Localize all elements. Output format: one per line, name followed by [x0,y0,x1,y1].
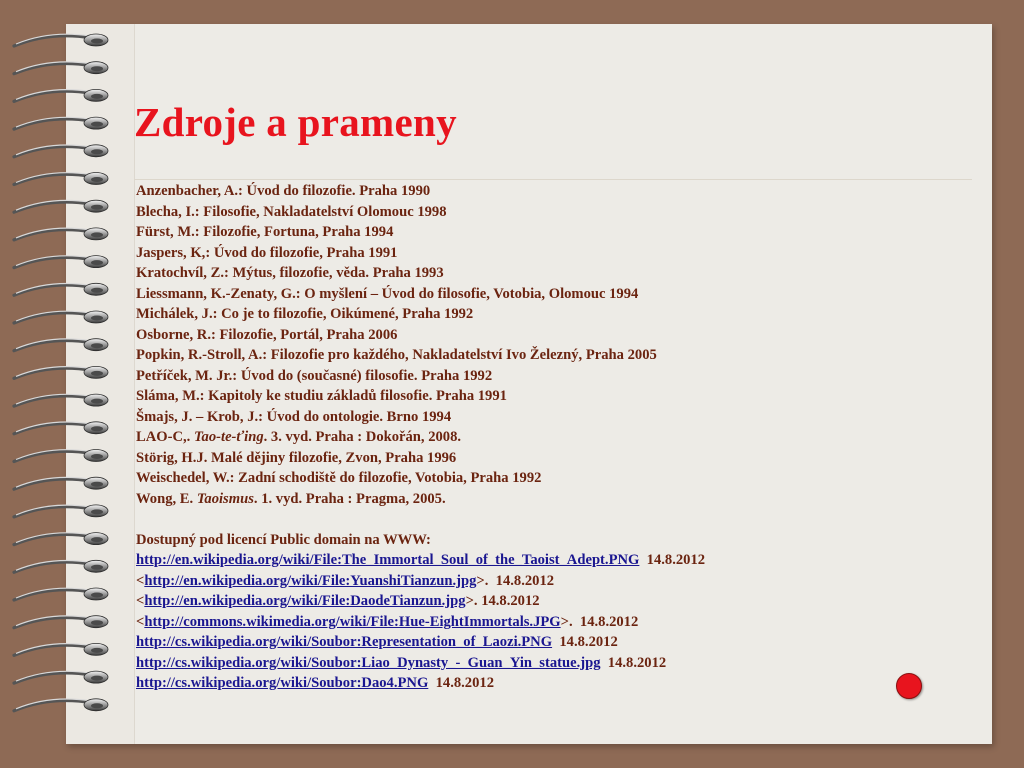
reference-text: Sláma, M.: Kapitoly ke studiu základů filosofie. Praha 1991 [136,388,507,404]
link-date: >. 14.8.2012 [476,572,555,589]
reference-text: Anzenbacher, A.: Úvod do filozofie. Praha 1990 [136,183,431,199]
reference-item [136,468,986,489]
reference-text: Jaspers, K,: Úvod do filozofie, Praha 1991 [136,244,398,261]
binding-ring-icon [14,89,108,101]
reference-item [136,366,986,387]
binding-ring-icon [14,117,108,129]
reference-text: Popkin, R.-Stroll, A.: Filozofie pro každého, Nakladatelství Ivo Železný, Praha 2005 [136,347,657,363]
references-content [136,181,986,694]
reference-text: Wong, E. [136,490,197,507]
license-heading: Dostupný pod licencí Public domain na WWW: [136,531,431,548]
reference-text: . 1. vyd. Praha : Pragma, 2005. [253,490,446,507]
reference-text: Kratochvíl, Z.: Mýtus, filozofie, věda. Praha 1993 [136,265,444,281]
binding-ring-icon [14,450,108,462]
reference-item [136,181,986,202]
source-link-row [136,591,986,612]
source-link[interactable]: http://cs.wikipedia.org/wiki/Soubor:Liao_Dynasty_-_Guan_Yin_statue.jpg [136,654,601,671]
reference-text: Tao-te-ťing [193,429,264,445]
binding-ring-icon [14,560,108,572]
link-date: 14.8.2012 [600,654,667,671]
binding-ring-icon [14,394,108,406]
binding-ring-icon [14,643,108,655]
link-date: 14.8.2012 [428,675,494,691]
reference-item [136,448,986,469]
binding-ring-icon [14,256,108,268]
reference-text: Störig, H.J. Malé dějiny filozofie, Zvon, Praha 1996 [136,449,457,466]
reference-text: LAO-C,. [136,429,194,445]
reference-item [136,407,986,428]
binding-ring-icon [14,34,108,46]
source-link-row [136,550,986,571]
binding-ring-icon [14,173,108,185]
binding-ring-icon [14,699,108,711]
source-link[interactable]: http://cs.wikipedia.org/wiki/Soubor:Representation_of_Laozi.PNG [136,634,553,650]
binding-ring-icon [14,616,108,628]
reference-item [136,345,986,366]
link-date: 14.8.2012 [552,634,618,650]
reference-text: Michálek, J.: Co je to filozofie, Oikúmené, Praha 1992 [136,306,474,322]
link-prefix: < [136,593,145,609]
reference-text: . 3. vyd. Praha : Dokořán, 2008. [263,429,462,445]
reference-text: Taoismus [196,490,254,507]
link-date: >. 14.8.2012 [465,593,540,609]
binding-ring-icon [14,62,108,74]
binding-ring-icon [14,671,108,683]
binding-ring-icon [14,145,108,157]
source-link[interactable]: http://en.wikipedia.org/wiki/File:The_Immortal_Soul_of_the_Taoist_Adept.PNG [136,552,640,568]
source-link-row [136,673,986,694]
reference-item [136,386,986,407]
reference-text: Fürst, M.: Filozofie, Fortuna, Praha 1994 [136,224,394,240]
reference-item [136,284,986,305]
red-circle-button[interactable] [896,673,922,699]
binding-ring-icon [14,366,108,378]
binding-ring-icon [14,533,108,545]
reference-text: Liessmann, K.-Zenaty, G.: O myšlení – Úvod do filosofie, Votobia, Olomouc 1994 [136,285,639,302]
binding-ring-icon [14,588,108,600]
source-link[interactable]: http://en.wikipedia.org/wiki/File:DaodeTianzun.jpg [144,593,466,609]
link-date: >. 14.8.2012 [560,613,639,630]
reference-list [136,181,986,509]
reference-item [136,243,986,264]
link-prefix: < [136,572,145,589]
reference-item [136,263,986,284]
binding-ring-icon [14,200,108,212]
reference-item [136,202,986,223]
link-prefix: < [136,613,145,630]
reference-text: Osborne, R.: Filozofie, Portál, Praha 2006 [136,326,398,343]
reference-item [136,222,986,243]
binding-ring-icon [14,505,108,517]
source-link-row [136,571,986,592]
source-link-row [136,612,986,633]
source-link[interactable]: http://cs.wikipedia.org/wiki/Soubor:Dao4.PNG [136,675,429,691]
reference-item [136,304,986,325]
reference-item [136,489,986,510]
reference-text: Blecha, I.: Filosofie, Nakladatelství Olomouc 1998 [136,203,447,220]
title-divider [134,179,972,180]
source-link[interactable]: http://commons.wikimedia.org/wiki/File:Hue-EightImmortals.JPG [144,613,561,630]
binding-ring-icon [14,228,108,240]
binding-ring-icon [14,477,108,489]
reference-item [136,325,986,346]
reference-text: Petříček, M. Jr.: Úvod do (současné) filosofie. Praha 1992 [136,367,493,384]
reference-text: Weischedel, W.: Zadní schodiště do filozofie, Votobia, Praha 1992 [136,470,542,486]
binding-ring-icon [14,422,108,434]
binding-ring-icon [14,311,108,323]
source-link-list [136,550,986,694]
binding-ring-icon [14,339,108,351]
spiral-binding [0,0,140,768]
slide-title: Zdroje a prameny [134,99,457,145]
link-date: 14.8.2012 [639,552,706,568]
reference-text: Šmajs, J. – Krob, J.: Úvod do ontologie. Brno 1994 [136,408,452,425]
binding-ring-icon [14,283,108,295]
source-link[interactable]: http://en.wikipedia.org/wiki/File:YuanshiTianzun.jpg [144,572,477,589]
reference-item [136,427,986,448]
source-link-row [136,653,986,674]
source-link-row [136,632,986,653]
